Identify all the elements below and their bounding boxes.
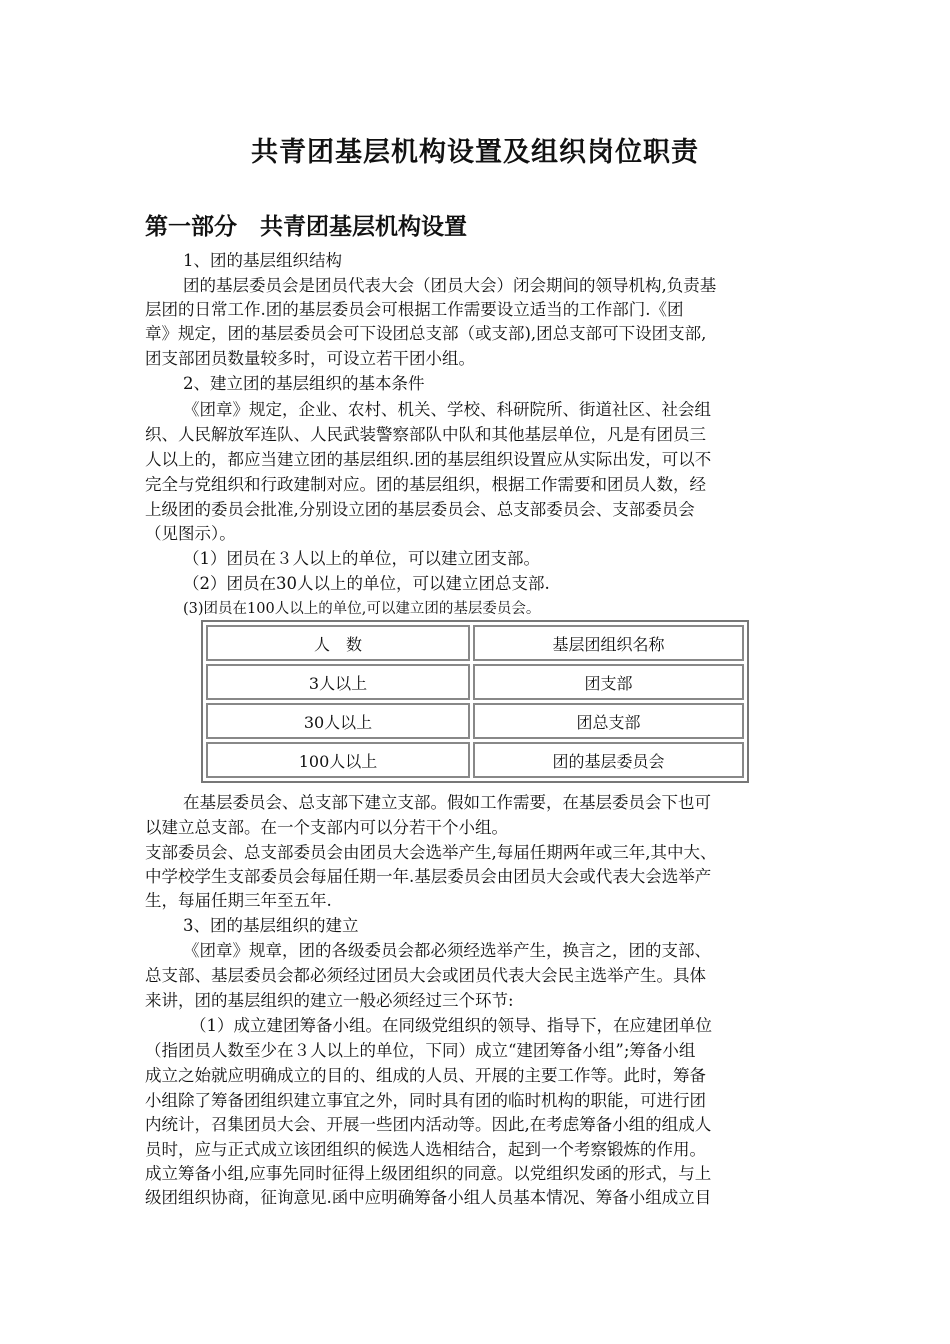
list-item: （1）团员在３人以上的单位，可以建立团支部。: [183, 549, 540, 568]
table-header-row: [206, 625, 744, 661]
table-cell: 团支部: [473, 664, 744, 700]
table-header-cell: 人 数: [206, 625, 470, 661]
paragraph-line: 章》规定，团的基层委员会可下设团总支部（或支部),团总支部可下设团支部,: [145, 324, 707, 343]
paragraph-line: 级团组织协商，征询意见.函中应明确筹备小组人员基本情况、筹备小组成立目: [145, 1188, 712, 1207]
paragraph-line: 《团章》规定，企业、农村、机关、学校、科研院所、街道社区、社会组: [183, 400, 711, 419]
table-row: [206, 742, 744, 778]
table-row: [206, 664, 744, 700]
paragraph-line: 总支部、基层委员会都必须经过团员大会或团员代表大会民主选举产生。具体: [145, 966, 706, 985]
table-header-cell: 基层团组织名称: [473, 625, 744, 661]
document-title: 共青团基层机构设置及组织岗位职责: [251, 137, 699, 168]
paragraph-line: 以建立总支部。在一个支部内可以分若干个小组。: [145, 818, 508, 837]
paragraph-line: 中学校学生支部委员会每届任期一年.基层委员会由团员大会或代表大会选举产: [145, 867, 712, 886]
paragraph-line: 来讲，团的基层组织的建立一般必须经过三个环节:: [145, 991, 514, 1010]
list-item: （1）成立建团筹备小组。在同级党组织的领导、指导下，在应建团单位: [190, 1016, 712, 1035]
paragraph-line: 生，每届任期三年至五年.: [145, 891, 332, 910]
paragraph-line: 人以上的，都应当建立团的基层组织.团的基层组织设置应从实际出发，可以不: [145, 450, 712, 469]
paragraph-line: 完全与党组织和行政建制对应。团的基层组织，根据工作需要和团员人数，经: [145, 475, 706, 494]
table-cell: 100人以上: [206, 742, 470, 778]
list-item: (3)团员在100人以上的单位,可以建立团的基层委员会。: [183, 601, 541, 617]
paragraph-line: 《团章》规章，团的各级委员会都必须经选举产生，换言之，团的支部、: [183, 941, 711, 960]
paragraph-line: 员时，应与正式成立该团组织的候选人选相结合，起到一个考察锻炼的作用。: [145, 1140, 706, 1159]
paragraph-line: （指团员人数至少在３人以上的单位，下同）成立“建团筹备小组”;筹备小组: [145, 1041, 696, 1060]
paragraph-line: 层团的日常工作.团的基层委员会可根据工作需要设立适当的工作部门.《团: [145, 300, 684, 319]
section-heading-1: 1、团的基层组织结构: [183, 251, 342, 270]
paragraph-line: 成立筹备小组,应事先同时征得上级团组织的同意。以党组织发函的形式，与上: [145, 1164, 712, 1183]
paragraph-line: 团支部团员数量较多时，可设立若干团小组。: [145, 349, 475, 368]
table-row: [206, 703, 744, 739]
paragraph-line: 上级团的委员会批准,分别设立团的基层委员会、总支部委员会、支部委员会: [145, 500, 695, 519]
table-cell: 30人以上: [206, 703, 470, 739]
section-heading-3: 3、团的基层组织的建立: [183, 916, 359, 935]
table-cell: 团总支部: [473, 703, 744, 739]
part1-heading: 第一部分 共青团基层机构设置: [145, 213, 467, 240]
list-item: （2）团员在30人以上的单位，可以建立团总支部.: [183, 574, 550, 593]
paragraph-line: 成立之始就应明确成立的目的、组成的人员、开展的主要工作等。此时，筹备: [145, 1066, 706, 1085]
table-cell: 团的基层委员会: [473, 742, 744, 778]
table-cell: 3人以上: [206, 664, 470, 700]
paragraph-line: 织、人民解放军连队、人民武装警察部队中队和其他基层单位，凡是有团员三: [145, 425, 706, 444]
paragraph-line: 支部委员会、总支部委员会由团员大会选举产生,每届任期两年或三年,其中大、: [145, 843, 717, 862]
paragraph-line: 在基层委员会、总支部下建立支部。假如工作需要，在基层委员会下也可: [183, 793, 711, 812]
paragraph-line: 团的基层委员会是团员代表大会（团员大会）闭会期间的领导机构,负责基: [183, 276, 717, 295]
paragraph-line: 小组除了筹备团组织建立事宜之外，同时具有团的临时机构的职能，可进行团: [145, 1091, 706, 1110]
paragraph-line: （见图示）。: [145, 524, 236, 543]
organization-table: [201, 620, 749, 783]
paragraph-line: 内统计，召集团员大会、开展一些团内活动等。因此,在考虑筹备小组的组成人: [145, 1115, 712, 1134]
section-heading-2: 2、建立团的基层组织的基本条件: [183, 374, 425, 393]
